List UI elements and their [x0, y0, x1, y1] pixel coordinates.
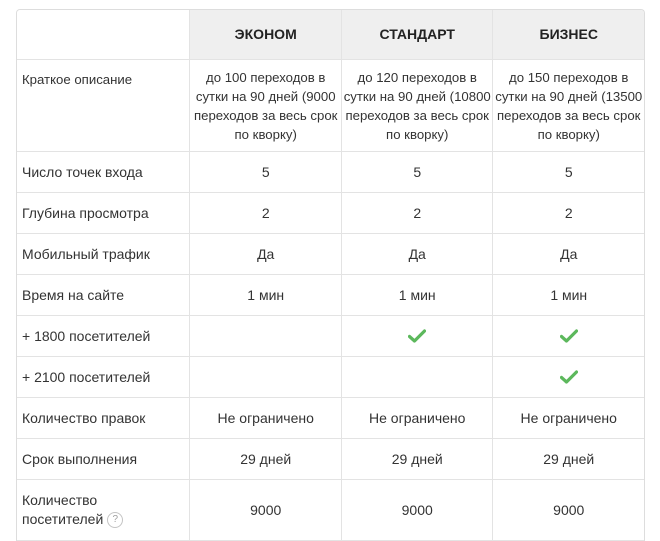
cell-value: до 150 переходов в сутки на 90 дней (13500 переходов за весь срок по кворку) [495, 69, 643, 142]
cell-value: Не ограничено [190, 398, 342, 438]
table-row-plus-1800-visitors [17, 316, 644, 357]
cell-value: 2 [564, 204, 573, 221]
checkmark-icon [493, 357, 644, 397]
cell-value: до 100 переходов в сутки на 90 дней (9000 переходов за весь срок по кворку) [190, 60, 342, 151]
table-row-time-on-site [17, 275, 644, 316]
row-label: Число точек входа [17, 152, 190, 192]
row-label: Мобильный трафик [17, 234, 190, 274]
cell-value: 9000 [190, 480, 342, 540]
row-label: + 2100 посетителей [17, 357, 190, 397]
cell-value: Не ограничено [520, 409, 617, 426]
table-row-mobile-traffic [17, 234, 644, 275]
cell-value: 5 [342, 152, 494, 192]
checkmark-icon [493, 316, 644, 356]
plan-header-econom: ЭКОНОМ [190, 10, 342, 59]
cell-value: до 120 переходов в сутки на 90 дней (10800 переходов за весь срок по кворку) [342, 60, 494, 151]
table-row-entry-points [17, 152, 644, 193]
help-circle-icon[interactable]: ? [107, 512, 123, 528]
cell-value: 1 мин [550, 286, 588, 303]
cell-value: 2 [342, 193, 494, 233]
checkmark-icon [342, 316, 494, 356]
cell-value: 9000 [342, 480, 494, 540]
cell-value: Да [342, 234, 494, 274]
row-label-line1: Количество [22, 492, 98, 508]
table-row-visitors-count [17, 480, 644, 541]
table-row-plus-2100-visitors [17, 357, 644, 398]
plan-header-business: БИЗНЕС [493, 10, 644, 59]
row-label [17, 480, 190, 540]
cell-value: 5 [564, 163, 573, 180]
cell-value: 1 мин [190, 275, 342, 315]
cell-value: Не ограничено [342, 398, 494, 438]
cell-value: 29 дней [342, 439, 494, 479]
cell-value: 1 мин [342, 275, 494, 315]
cell-value: 9000 [553, 501, 585, 518]
table-row-delivery-time [17, 439, 644, 480]
row-label: Срок выполнения [17, 439, 190, 479]
cell-value: 2 [190, 193, 342, 233]
cell-empty [190, 316, 342, 356]
cell-value: 29 дней [543, 450, 595, 467]
table-row-description [17, 60, 644, 152]
cell-empty [190, 357, 342, 397]
row-label: Количество правок [17, 398, 190, 438]
plan-header-standard: СТАНДАРТ [342, 10, 494, 59]
table-row-view-depth [17, 193, 644, 234]
cell-value: Да [190, 234, 342, 274]
row-label: + 1800 посетителей [17, 316, 190, 356]
table-row-revisions [17, 398, 644, 439]
row-label: Время на сайте [17, 275, 190, 315]
table-header-row [17, 10, 644, 60]
row-label: Глубина просмотра [17, 193, 190, 233]
row-label: Краткое описание [17, 60, 190, 151]
cell-value: Да [560, 245, 578, 262]
header-empty-cell [17, 10, 190, 59]
cell-value: 5 [190, 152, 342, 192]
row-label-line2: посетителей ? [22, 510, 123, 529]
cell-empty [342, 357, 494, 397]
cell-value: 29 дней [190, 439, 342, 479]
pricing-comparison-table [16, 9, 645, 541]
